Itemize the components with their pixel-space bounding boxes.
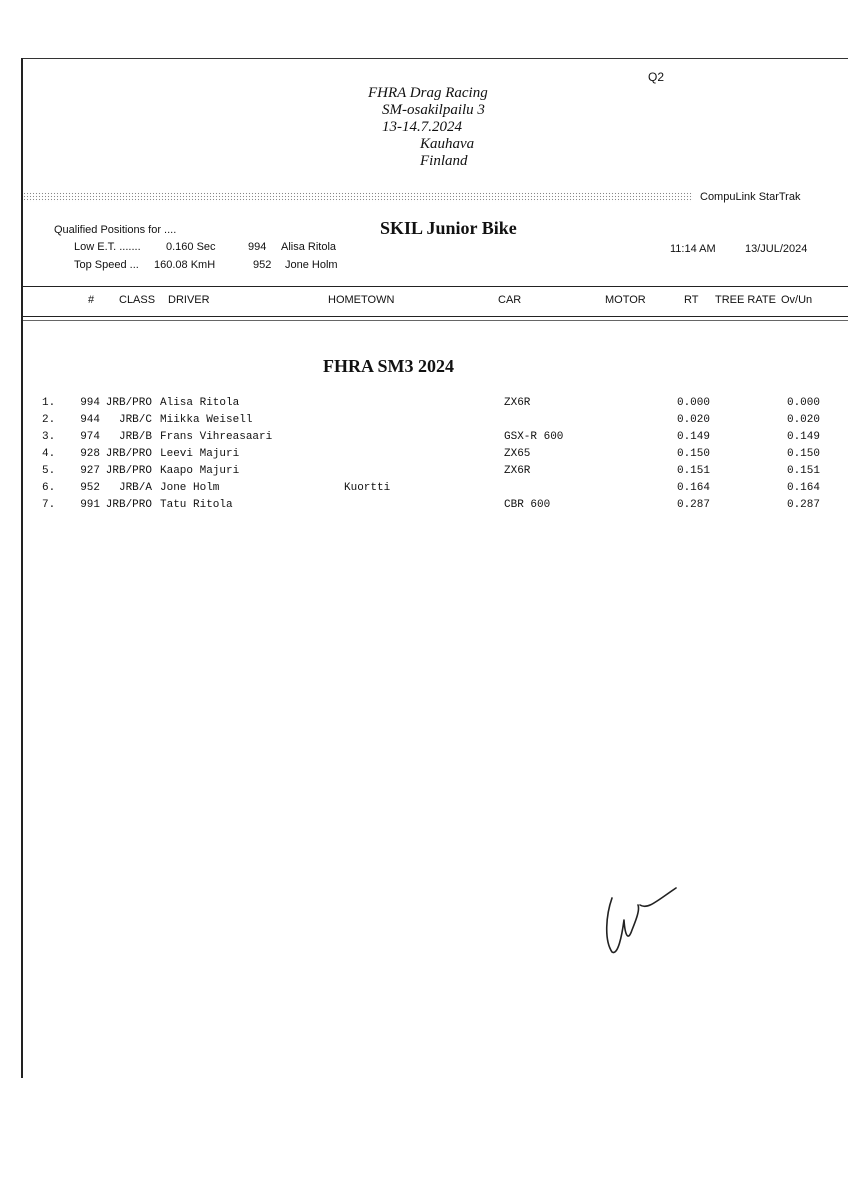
row-ov-un: 0.149 — [786, 431, 820, 443]
row-class: JRB/PRO — [105, 448, 152, 460]
event-line-4: Kauhava — [420, 136, 475, 152]
top-speed-value: 160.08 KmH — [154, 259, 216, 271]
row-rt: 0.000 — [676, 397, 710, 409]
table-row — [0, 397, 848, 413]
row-class: JRB/C — [118, 414, 152, 426]
row-class: JRB/PRO — [105, 465, 152, 477]
page-code: Q2 — [648, 70, 665, 84]
row-driver: Frans Vihreasaari — [160, 431, 273, 443]
low-et-number: 994 — [248, 241, 267, 253]
low-et-value: 0.160 Sec — [166, 241, 216, 253]
dotted-band — [23, 192, 693, 202]
row-class: JRB/PRO — [105, 397, 152, 409]
row-driver: Miikka Weisell — [160, 414, 253, 426]
row-rt: 0.151 — [676, 465, 710, 477]
row-ov-un: 0.287 — [786, 499, 820, 511]
row-rt: 0.287 — [676, 499, 710, 511]
col-driver: DRIVER — [168, 294, 210, 306]
row-car: GSX-R 600 — [504, 431, 564, 443]
row-ov-un: 0.164 — [786, 482, 820, 494]
section-title: FHRA SM3 2024 — [323, 356, 455, 376]
row-number: 991 — [80, 499, 100, 511]
row-hometown: Kuortti — [344, 482, 391, 494]
row-driver: Tatu Ritola — [160, 499, 233, 511]
report-date: 13/JUL/2024 — [745, 243, 808, 255]
report-time: 11:14 AM — [670, 243, 716, 255]
top-speed-label: Top Speed ... — [74, 259, 139, 271]
table-row — [0, 431, 848, 447]
table-row — [0, 482, 848, 498]
row-driver: Jone Holm — [160, 482, 220, 494]
row-position: 7. — [42, 499, 56, 511]
row-number: 994 — [80, 397, 100, 409]
col-num: # — [88, 294, 95, 306]
table-row — [0, 448, 848, 464]
page-frame-top — [21, 58, 848, 59]
row-car: ZX6R — [504, 465, 531, 477]
row-car: ZX6R — [504, 397, 531, 409]
class-title: SKIL Junior Bike — [380, 218, 517, 238]
header-rule-bottom — [23, 316, 848, 317]
header-rule-bottom-2 — [23, 320, 848, 321]
signature — [600, 880, 690, 960]
row-car: CBR 600 — [504, 499, 551, 511]
low-et-label: Low E.T. ....... — [74, 241, 141, 253]
table-row — [0, 499, 848, 515]
table-row — [0, 465, 848, 481]
row-position: 1. — [42, 397, 56, 409]
row-driver: Leevi Majuri — [160, 448, 240, 460]
row-rt: 0.164 — [676, 482, 710, 494]
row-rt: 0.020 — [676, 414, 710, 426]
row-driver: Kaapo Majuri — [160, 465, 240, 477]
row-class: JRB/PRO — [105, 499, 152, 511]
row-driver: Alisa Ritola — [160, 397, 240, 409]
col-rt: RT — [684, 294, 699, 306]
table-row — [0, 414, 848, 430]
row-rt: 0.149 — [676, 431, 710, 443]
row-position: 5. — [42, 465, 56, 477]
row-position: 2. — [42, 414, 56, 426]
col-ov-un: Ov/Un — [781, 294, 813, 306]
row-ov-un: 0.151 — [786, 465, 820, 477]
page-frame-left — [21, 58, 23, 1078]
top-speed-driver: Jone Holm — [285, 259, 338, 271]
row-class: JRB/B — [118, 431, 152, 443]
top-speed-number: 952 — [253, 259, 272, 271]
row-rt: 0.150 — [676, 448, 710, 460]
row-position: 6. — [42, 482, 56, 494]
event-line-2: SM-osakilpailu 3 — [382, 102, 485, 118]
col-motor: MOTOR — [605, 294, 646, 306]
col-class: CLASS — [119, 294, 156, 306]
col-tree-rate: TREE RATE — [715, 294, 776, 306]
row-car: ZX65 — [504, 448, 531, 460]
row-ov-un: 0.000 — [786, 397, 820, 409]
event-line-3: 13-14.7.2024 — [382, 119, 462, 135]
event-line-1: FHRA Drag Racing — [368, 85, 488, 101]
row-number: 927 — [80, 465, 100, 477]
row-ov-un: 0.150 — [786, 448, 820, 460]
col-car: CAR — [498, 294, 522, 306]
header-rule-top — [23, 286, 848, 287]
system-label: CompuLink StarTrak — [700, 191, 801, 203]
row-number: 952 — [80, 482, 100, 494]
row-position: 4. — [42, 448, 56, 460]
row-number: 928 — [80, 448, 100, 460]
row-class: JRB/A — [118, 482, 152, 494]
row-number: 944 — [80, 414, 100, 426]
event-line-5: Finland — [420, 153, 468, 169]
col-hometown: HOMETOWN — [328, 294, 395, 306]
row-position: 3. — [42, 431, 56, 443]
low-et-driver: Alisa Ritola — [281, 241, 337, 253]
row-number: 974 — [80, 431, 100, 443]
qualified-label: Qualified Positions for .... — [54, 224, 177, 236]
row-ov-un: 0.020 — [786, 414, 820, 426]
